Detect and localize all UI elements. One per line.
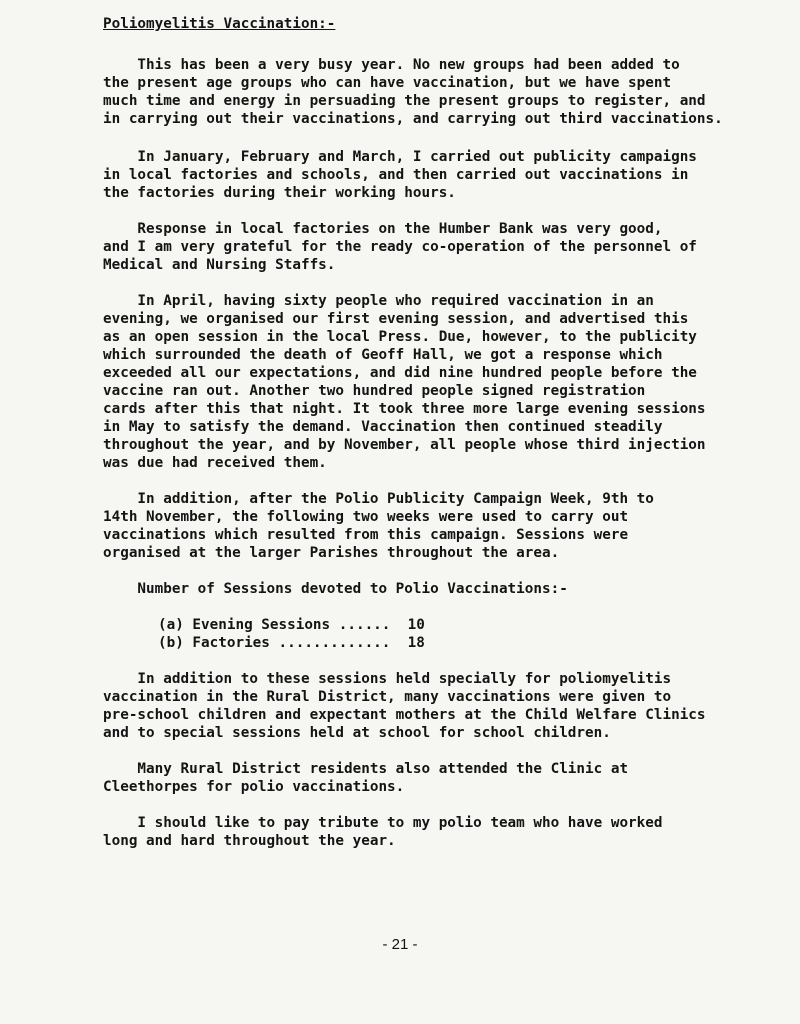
- section-heading: Poliomyelitis Vaccination:-: [103, 16, 336, 32]
- paragraph-additional-vaccinations: In addition to these sessions held specially for poliomyelitis vaccination in the Rural District, many vaccinations were given to pre-school children and expectant mothers at the Child Welfare Clinics and to special sessions held at school for school children.: [103, 671, 706, 741]
- paragraph-busy-year: This has been a very busy year. No new groups had been added to the present age groups who can have vaccination, but we have spent much time and energy in persuading the present groups to register, and in carrying out their vaccinations, and carrying out third vaccinations.: [103, 57, 723, 127]
- paragraph-campaign-week: In addition, after the Polio Publicity Campaign Week, 9th to 14th November, the following two weeks were used to carry out vaccinations which resulted from this campaign. Sessions were organised at the larger Parishes throughout the area.: [103, 491, 654, 561]
- paragraph-publicity-campaigns: In January, February and March, I carried out publicity campaigns in local factories and schools, and then carried out vaccinations in the factories during their working hours.: [103, 149, 697, 201]
- list-item-factories: (b) Factories ............. 18: [158, 635, 425, 651]
- paragraph-evening-sessions: In April, having sixty people who required vaccination in an evening, we organised our first evening session, and advertised this as an open session in the local Press. Due, however, to the publicity which surrounded the death of Geoff Hall, we got a response which exceeded all our expectations, and did nine hundred people before the vaccine ran out. Another two hundred people signed registration cards after this that night. It took three more large evening sessions in May to satisfy the demand. Vaccination then continued steadily throughout the year, and by November, all people whose third injection was due had received them.: [103, 293, 706, 471]
- list-item-evening-sessions: (a) Evening Sessions ...... 10: [158, 617, 425, 633]
- paragraph-humber-bank-response: Response in local factories on the Humber Bank was very good, and I am very grateful for the ready co-operation of the personnel of Medical and Nursing Staffs.: [103, 221, 697, 273]
- paragraph-sessions-heading: Number of Sessions devoted to Polio Vaccinations:-: [103, 581, 568, 597]
- page-number: - 21 -: [382, 936, 418, 953]
- paragraph-cleethorpes-clinic: Many Rural District residents also attended the Clinic at Cleethorpes for polio vaccinations.: [103, 761, 629, 795]
- paragraph-tribute: I should like to pay tribute to my polio team who have worked long and hard throughout the year.: [103, 815, 663, 849]
